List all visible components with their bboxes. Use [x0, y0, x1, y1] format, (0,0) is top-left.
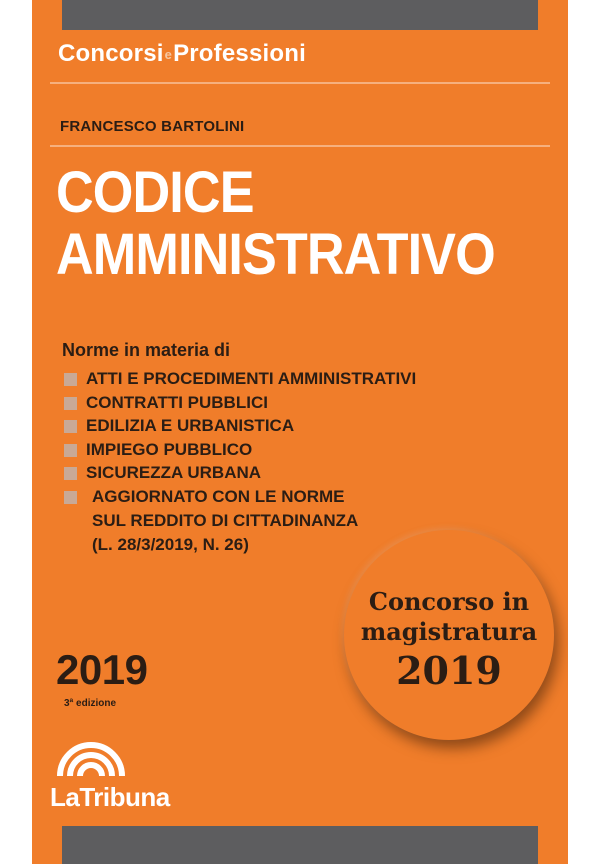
topic-label: IMPIEGO PUBBLICO	[86, 439, 253, 459]
update-note	[64, 485, 416, 557]
series-part2: Professioni	[173, 40, 306, 67]
topic-label: SICUREZZA URBANA	[86, 463, 262, 482]
book-cover	[32, 0, 568, 864]
topic-label: EDILIZIA E URBANISTICA	[86, 416, 295, 435]
topic-item	[64, 391, 416, 415]
publication-year: 2019	[56, 646, 148, 693]
bullet-square-icon	[64, 397, 77, 410]
arcs-logo-icon	[54, 736, 128, 776]
badge-year: 2019	[396, 648, 502, 693]
topic-label: ATTI E PROCEDIMENTI AMMINISTRATIVI	[86, 369, 417, 388]
title-line-2: AMMINISTRATIVO	[56, 222, 495, 287]
bottom-band	[62, 826, 538, 864]
topic-item	[64, 414, 416, 438]
title-line-1: CODICE	[56, 160, 254, 225]
top-band	[62, 0, 538, 30]
series-part1: Concorsi	[58, 40, 164, 67]
bullet-square-icon	[64, 444, 77, 457]
bullet-square-icon	[64, 373, 77, 386]
publisher-part1: La	[50, 782, 80, 812]
badge-line-1: Concorso in	[368, 587, 530, 616]
update-note-line-1: AGGIORNATO CON LE NORME	[92, 486, 345, 506]
divider-top	[50, 82, 550, 84]
update-note-line-3: (L. 28/3/2019, N. 26)	[92, 534, 249, 554]
update-note-line-2: SUL REDDITO DI CITTADINANZA	[92, 510, 359, 530]
bullet-square-icon	[64, 491, 77, 504]
subject-intro: Norme in materia di	[62, 340, 231, 360]
topic-label: CONTRATTI PUBBLICI	[86, 392, 268, 412]
bullet-square-icon	[64, 420, 77, 433]
bullet-square-icon	[64, 467, 77, 480]
badge-line-2: magistratura	[360, 617, 538, 646]
topic-item	[64, 461, 416, 485]
publisher-name	[50, 782, 170, 813]
topic-item	[64, 438, 416, 462]
topic-list	[64, 367, 416, 557]
series-name	[58, 40, 306, 68]
exam-badge	[344, 530, 554, 740]
publisher-part2: Tribuna	[79, 782, 170, 812]
book-title	[56, 162, 495, 286]
divider-author	[50, 145, 550, 147]
series-joiner: e	[164, 47, 173, 62]
edition-label: 3ª edizione	[64, 698, 117, 709]
author-name: FRANCESCO BARTOLINI	[60, 118, 245, 135]
topic-item	[64, 367, 416, 391]
